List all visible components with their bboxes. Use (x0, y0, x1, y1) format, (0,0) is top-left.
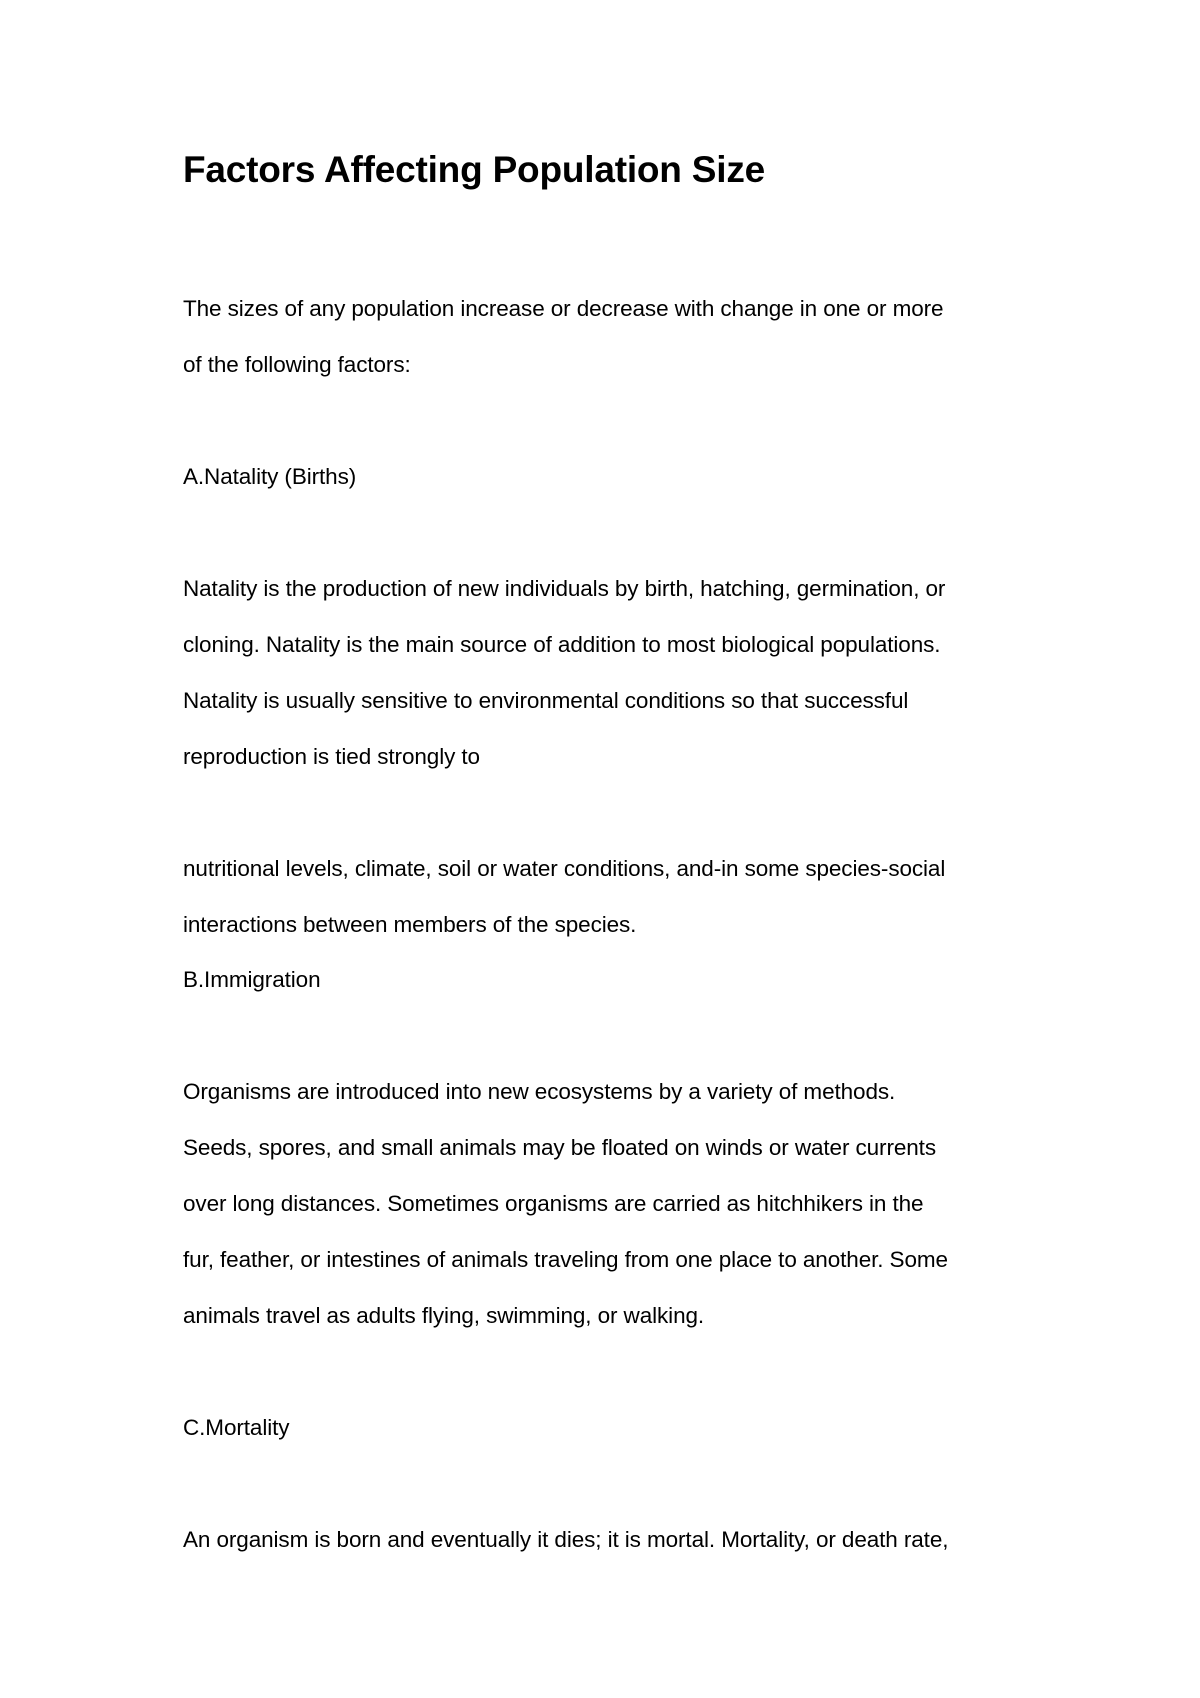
body-line: Seeds, spores, and small animals may be floated on winds or water currents (183, 1135, 936, 1160)
body-line: Organisms are introduced into new ecosystems by a variety of methods. (183, 1079, 896, 1104)
body-line: An organism is born and eventually it dies; it is mortal. Mortality, or death rate, (183, 1527, 949, 1552)
body-line: reproduction is tied strongly to (183, 744, 480, 769)
body-line: Natality is usually sensitive to environmental conditions so that successful (183, 688, 909, 713)
body-line: cloning. Natality is the main source of addition to most biological populations. (183, 632, 941, 657)
body-line: fur, feather, or intestines of animals traveling from one place to another. Some (183, 1247, 948, 1272)
body-line: animals travel as adults flying, swimming, or walking. (183, 1303, 705, 1328)
section-heading-immigration: B.Immigration (183, 967, 321, 992)
section-heading-mortality: C.Mortality (183, 1415, 290, 1440)
body-line: Natality is the production of new individuals by birth, hatching, germination, or (183, 576, 946, 601)
section-heading-natality: A.Natality (Births) (183, 464, 357, 489)
document-title: Factors Affecting Population Size (183, 149, 766, 190)
body-line: of the following factors: (183, 352, 411, 377)
body-line: interactions between members of the species. (183, 912, 637, 937)
body-line: over long distances. Sometimes organisms are carried as hitchhikers in the (183, 1191, 924, 1216)
body-line: nutritional levels, climate, soil or water conditions, and-in some species-social (183, 856, 946, 881)
body-line: The sizes of any population increase or decrease with change in one or more (183, 296, 944, 321)
